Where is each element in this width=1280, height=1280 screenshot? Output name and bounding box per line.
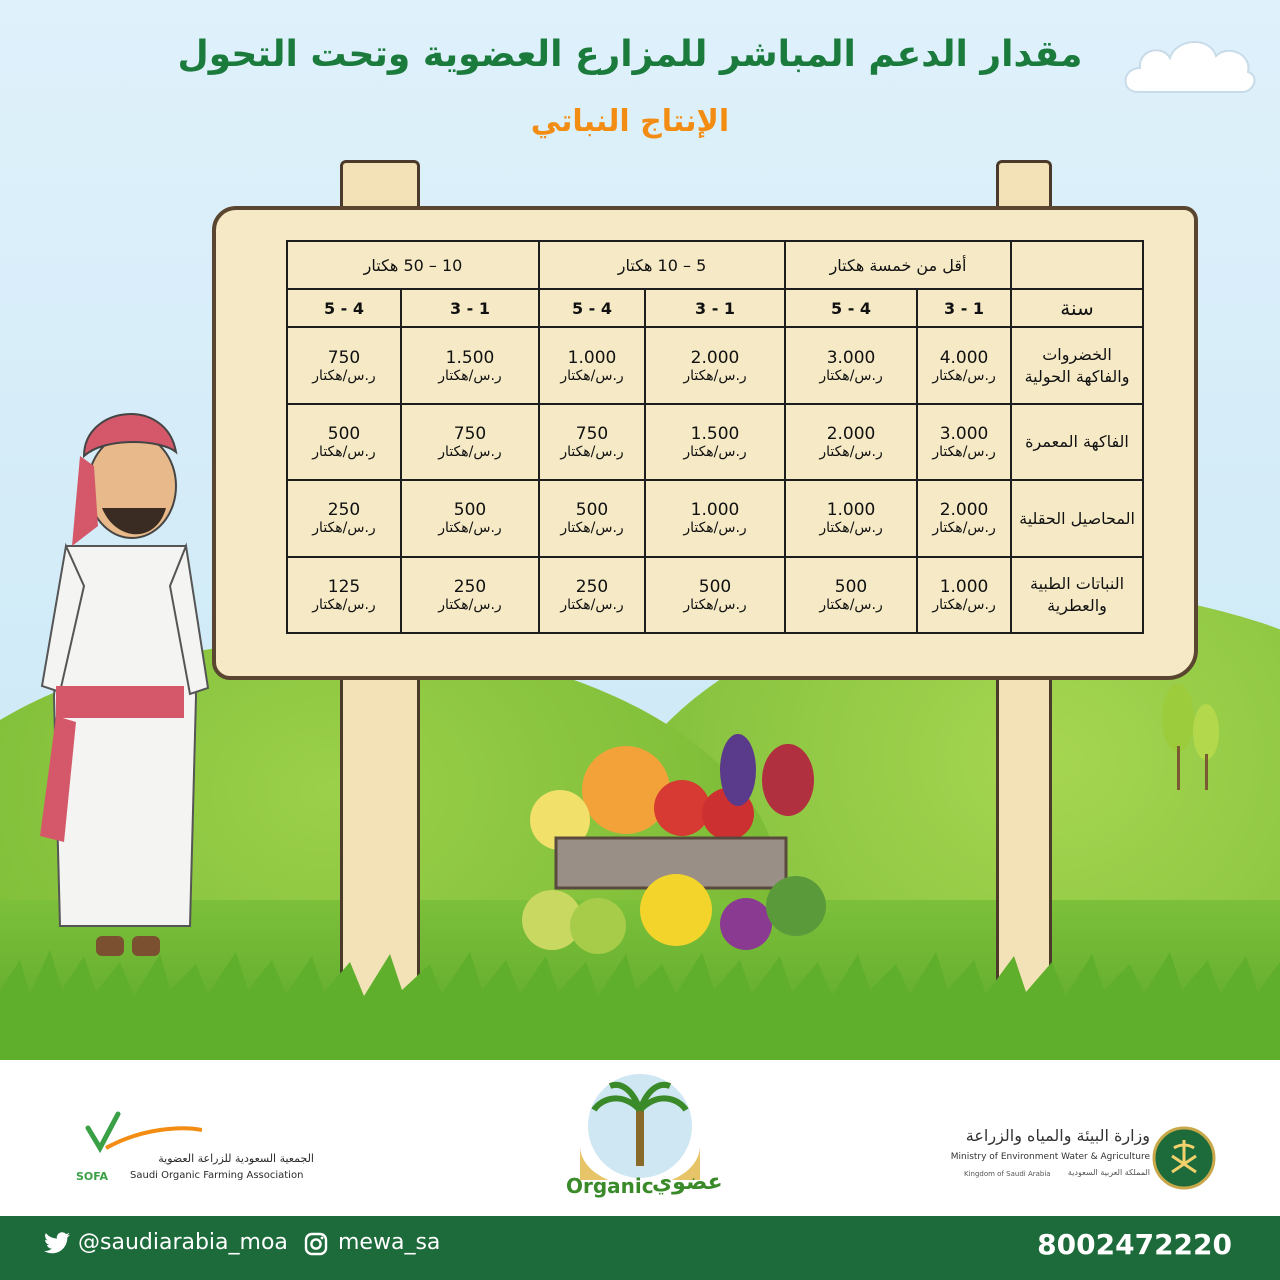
sofa-leaf-icon: [82, 1108, 202, 1154]
table-cell: [917, 404, 1011, 480]
cell-value: 500: [575, 500, 609, 521]
table-cell: [785, 327, 917, 403]
twitter-handle[interactable]: @saudiarabia_moa: [78, 1230, 288, 1255]
cell-unit: ر.س/هكتار: [819, 520, 883, 537]
palm-tree-icon: [580, 1070, 700, 1180]
cell-value: 1.000: [939, 576, 989, 597]
cell-value: 750: [453, 423, 487, 444]
year-range: 1 - 3: [645, 289, 785, 327]
cell-value: 750: [327, 347, 361, 368]
cell-unit: ر.س/هكتار: [438, 367, 502, 384]
table-corner-cell: [1011, 241, 1143, 289]
organic-label-ar: عضوي: [652, 1170, 723, 1195]
cell-value: 500: [327, 423, 361, 444]
year-header: سنة: [1011, 289, 1143, 327]
page-title: مقدار الدعم المباشر للمزارع العضوية وتحت التحول: [177, 34, 1083, 75]
table-cell: [401, 557, 539, 633]
cell-unit: ر.س/هكتار: [312, 443, 376, 460]
cell-unit: ر.س/هكتار: [560, 520, 624, 537]
cell-value: 125: [327, 576, 361, 597]
table-cell: [401, 480, 539, 556]
kingdom-name-en: Kingdom of Saudi Arabia: [964, 1170, 1051, 1178]
sofa-abbr: SOFA: [76, 1170, 109, 1183]
group-header-under-5: أقل من خمسة هكتار: [785, 241, 1011, 289]
crop-label: الخضروات والفاكهة الحولية: [1011, 327, 1143, 403]
cell-unit: ر.س/هكتار: [438, 443, 502, 460]
cell-value: 250: [327, 500, 361, 521]
table-cell: [645, 327, 785, 403]
sofa-name-en: Saudi Organic Farming Association: [130, 1170, 304, 1181]
cell-value: 500: [698, 576, 732, 597]
cell-unit: ر.س/هكتار: [438, 520, 502, 537]
cell-value: 1.000: [690, 500, 740, 521]
table-cell: [539, 404, 645, 480]
year-range: 1 - 3: [401, 289, 539, 327]
vegetable-basket-illustration: [516, 730, 846, 960]
table-row: [287, 289, 1143, 327]
ministry-name-ar: وزارة البيئة والمياه والزراعة: [965, 1126, 1150, 1145]
cell-value: 1.000: [826, 500, 876, 521]
crop-label: المحاصيل الحقلية: [1011, 480, 1143, 556]
cell-unit: ر.س/هكتار: [560, 443, 624, 460]
group-header-10-50: 10 – 50 هكتار: [287, 241, 539, 289]
cell-unit: ر.س/هكتار: [932, 367, 996, 384]
page-subtitle: الإنتاج النباتي: [530, 104, 730, 139]
cell-unit: ر.س/هكتار: [560, 596, 624, 613]
table-cell: [401, 327, 539, 403]
table-cell: [539, 480, 645, 556]
cell-unit: ر.س/هكتار: [560, 367, 624, 384]
cell-value: 4.000: [939, 347, 989, 368]
tree-icon: [1156, 680, 1226, 790]
table-cell: [645, 557, 785, 633]
cell-value: 2.000: [690, 347, 740, 368]
cell-unit: ر.س/هكتار: [312, 520, 376, 537]
cell-unit: ر.س/هكتار: [932, 596, 996, 613]
table-cell: [645, 480, 785, 556]
farmer-illustration: [36, 396, 216, 976]
year-range: 4 - 5: [287, 289, 401, 327]
table-cell: [917, 480, 1011, 556]
table-row: [287, 557, 1143, 633]
group-header-5-10: 5 – 10 هكتار: [539, 241, 785, 289]
organic-logo: [560, 1070, 723, 1210]
table-cell: [287, 557, 401, 633]
cell-unit: ر.س/هكتار: [683, 596, 747, 613]
table-row: [287, 241, 1143, 289]
instagram-camera-icon[interactable]: [304, 1232, 328, 1256]
cell-value: 250: [575, 576, 609, 597]
grass-foreground: [0, 950, 1280, 1060]
cell-value: 1.500: [445, 347, 495, 368]
sofa-logo: [76, 1108, 316, 1192]
table-cell: [539, 327, 645, 403]
table-cell: [539, 557, 645, 633]
cell-value: 3.000: [826, 347, 876, 368]
phone-number[interactable]: 8002472220: [1037, 1228, 1232, 1261]
cell-unit: ر.س/هكتار: [932, 520, 996, 537]
cell-value: 500: [453, 500, 487, 521]
cell-unit: ر.س/هكتار: [819, 367, 883, 384]
cell-value: 2.000: [939, 500, 989, 521]
cell-unit: ر.س/هكتار: [819, 443, 883, 460]
cell-value: 1.500: [690, 423, 740, 444]
organic-label-en: Organic: [566, 1174, 654, 1198]
ministry-name-en: Ministry of Environment Water & Agriculture: [950, 1152, 1150, 1162]
cell-value: 500: [834, 576, 868, 597]
cell-unit: ر.س/هكتار: [312, 596, 376, 613]
cell-unit: ر.س/هكتار: [312, 367, 376, 384]
table-row: [287, 480, 1143, 556]
cell-unit: ر.س/هكتار: [438, 596, 502, 613]
table-cell: [645, 404, 785, 480]
cell-value: 2.000: [826, 423, 876, 444]
cell-value: 750: [575, 423, 609, 444]
year-range: 1 - 3: [917, 289, 1011, 327]
cell-unit: ر.س/هكتار: [683, 367, 747, 384]
table-cell: [287, 404, 401, 480]
table-row: [287, 404, 1143, 480]
cell-value: 3.000: [939, 423, 989, 444]
sofa-name-ar: الجمعية السعودية للزراعة العضوية: [158, 1152, 314, 1165]
table-cell: [785, 480, 917, 556]
cell-unit: ر.س/هكتار: [932, 443, 996, 460]
ministry-emblem-icon: [1152, 1126, 1216, 1190]
cell-unit: ر.س/هكتار: [683, 443, 747, 460]
cell-unit: ر.س/هكتار: [819, 596, 883, 613]
table-cell: [287, 327, 401, 403]
crop-label: الفاكهة المعمرة: [1011, 404, 1143, 480]
year-range: 4 - 5: [539, 289, 645, 327]
cell-value: 1.000: [567, 347, 617, 368]
ministry-logo: [950, 1120, 1230, 1200]
subsidy-table: [286, 240, 1144, 634]
table-row: [287, 327, 1143, 403]
year-range: 4 - 5: [785, 289, 917, 327]
twitter-bird-icon[interactable]: [44, 1232, 70, 1254]
kingdom-name-ar: المملكة العربية السعودية: [1067, 1168, 1150, 1177]
table-cell: [917, 327, 1011, 403]
table-cell: [785, 557, 917, 633]
table-cell: [917, 557, 1011, 633]
table-cell: [785, 404, 917, 480]
cell-value: 250: [453, 576, 487, 597]
cell-unit: ر.س/هكتار: [683, 520, 747, 537]
table-cell: [401, 404, 539, 480]
instagram-handle[interactable]: mewa_sa: [338, 1230, 441, 1255]
crop-label: النباتات الطبية والعطرية: [1011, 557, 1143, 633]
table-cell: [287, 480, 401, 556]
